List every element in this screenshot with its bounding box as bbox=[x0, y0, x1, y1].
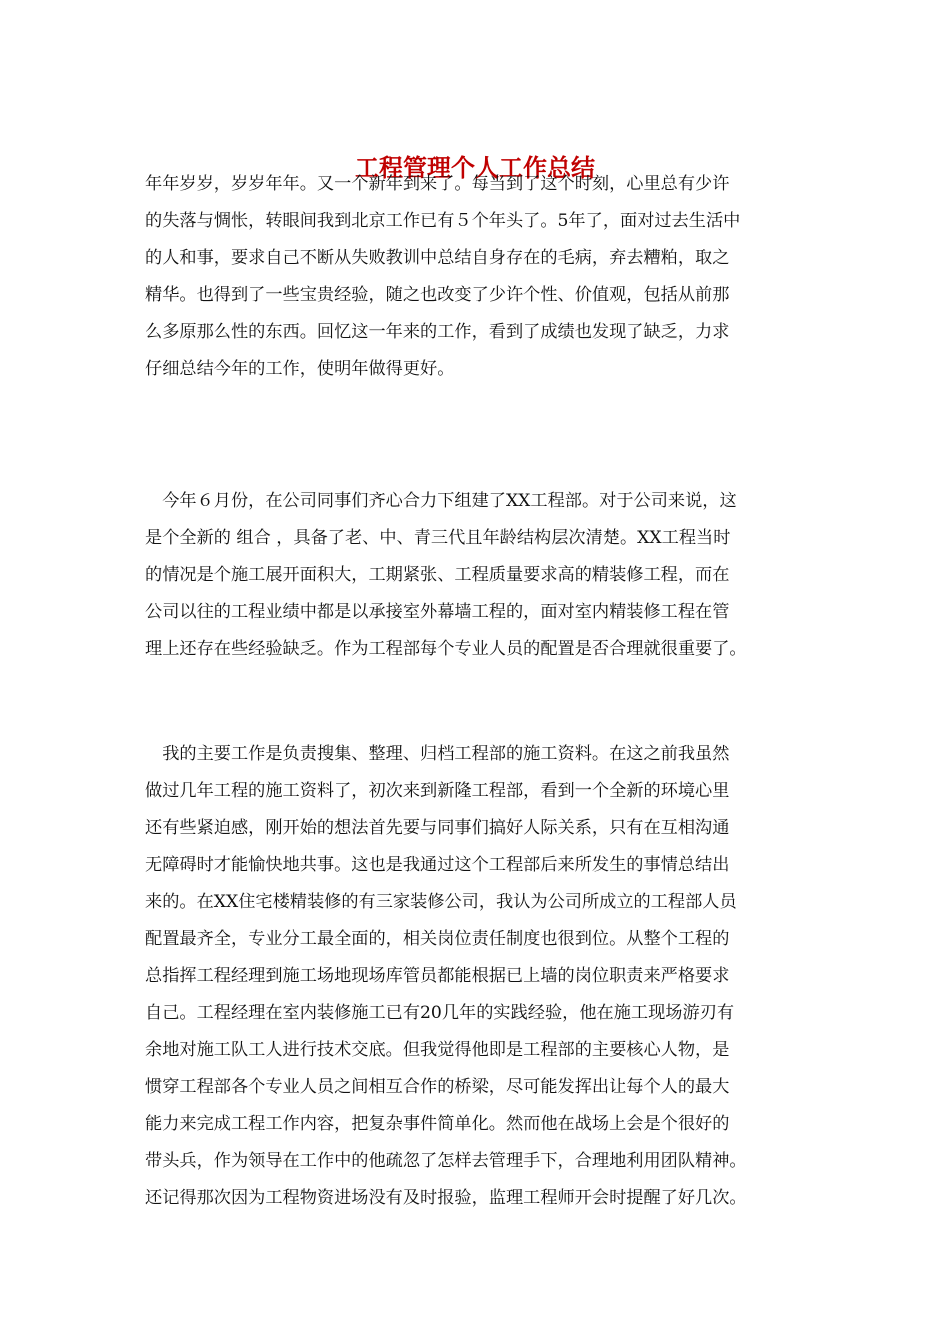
text-line: 我的主要工作是负责搜集、整理、归档工程部的施工资料。在这之前我虽然 bbox=[145, 744, 730, 764]
text-line: 总指挥工程经理到施工场地现场库管员都能根据已上墙的岗位职责来严格要求 bbox=[145, 966, 730, 986]
document-title: 工程管理个人工作总结 bbox=[355, 153, 595, 182]
text-line: 还记得那次因为工程物资进场没有及时报验，监理工程师开会时提醒了好几次。 bbox=[145, 1188, 747, 1208]
text-line: 仔细总结今年的工作，使明年做得更好。 bbox=[145, 359, 455, 379]
text-line: 能力来完成工程工作内容，把复杂事件简单化。然而他在战场上会是个很好的 bbox=[145, 1114, 730, 1134]
paragraph-3 bbox=[145, 736, 810, 1217]
text-line: 还有些紧迫感，刚开始的想法首先要与同事们搞好人际关系，只有在互相沟通 bbox=[145, 818, 730, 838]
text-line: 年年岁岁，岁岁年年。又一个新年到来了。每当到了这个时刻，心里总有少许 bbox=[145, 174, 730, 194]
text-line: 公司以往的工程业绩中都是以承接室外幕墙工程的，面对室内精装修工程在管 bbox=[145, 602, 730, 622]
text-line: 么多原那么性的东西。回忆这一年来的工作，看到了成绩也发现了缺乏，力求 bbox=[145, 322, 730, 342]
text-line: 来的。在XX住宅楼精装修的有三家装修公司，我认为公司所成立的工程部人员 bbox=[145, 892, 737, 912]
text-line: 今年６月份，在公司同事们齐心合力下组建了XX工程部。对于公司来说，这 bbox=[145, 491, 737, 511]
text-line: 的失落与惆怅，转眼间我到北京工作已有５个年头了。5年了，面对过去生活中 bbox=[145, 211, 741, 231]
text-line: 带头兵，作为领导在工作中的他疏忽了怎样去管理手下，合理地利用团队精神。 bbox=[145, 1151, 747, 1171]
paragraph-2 bbox=[145, 483, 810, 668]
text-line: 的人和事，要求自己不断从失败教训中总结自身存在的毛病，弃去糟粕，取之 bbox=[145, 248, 730, 268]
text-line: 自己。工程经理在室内装修施工已有20几年的实践经验，他在施工现场游刃有 bbox=[145, 1003, 735, 1023]
text-line: 是个全新的 组合 ，具备了老、中、青三代且年龄结构层次清楚。XX工程当时 bbox=[145, 528, 731, 548]
text-line: 余地对施工队工人进行技术交底。但我觉得他即是工程部的主要核心人物，是 bbox=[145, 1040, 730, 1060]
text-line: 精华。也得到了一些宝贵经验，随之也改变了少许个性、价值观，包括从前那 bbox=[145, 285, 730, 305]
paragraph-1 bbox=[145, 166, 810, 388]
text-line: 做过几年工程的施工资料了，初次来到新隆工程部，看到一个全新的环境心里 bbox=[145, 781, 730, 801]
text-line: 配置最齐全，专业分工最全面的，相关岗位责任制度也很到位。从整个工程的 bbox=[145, 929, 730, 949]
text-line: 惯穿工程部各个专业人员之间相互合作的桥梁，尽可能发挥出让每个人的最大 bbox=[145, 1077, 730, 1097]
text-line: 无障碍时才能愉快地共事。这也是我通过这个工程部后来所发生的事情总结出 bbox=[145, 855, 730, 875]
text-line: 理上还存在些经验缺乏。作为工程部每个专业人员的配置是否合理就很重要了。 bbox=[145, 639, 747, 659]
text-line: 的情况是个施工展开面积大，工期紧张、工程质量要求高的精装修工程，而在 bbox=[145, 565, 730, 585]
